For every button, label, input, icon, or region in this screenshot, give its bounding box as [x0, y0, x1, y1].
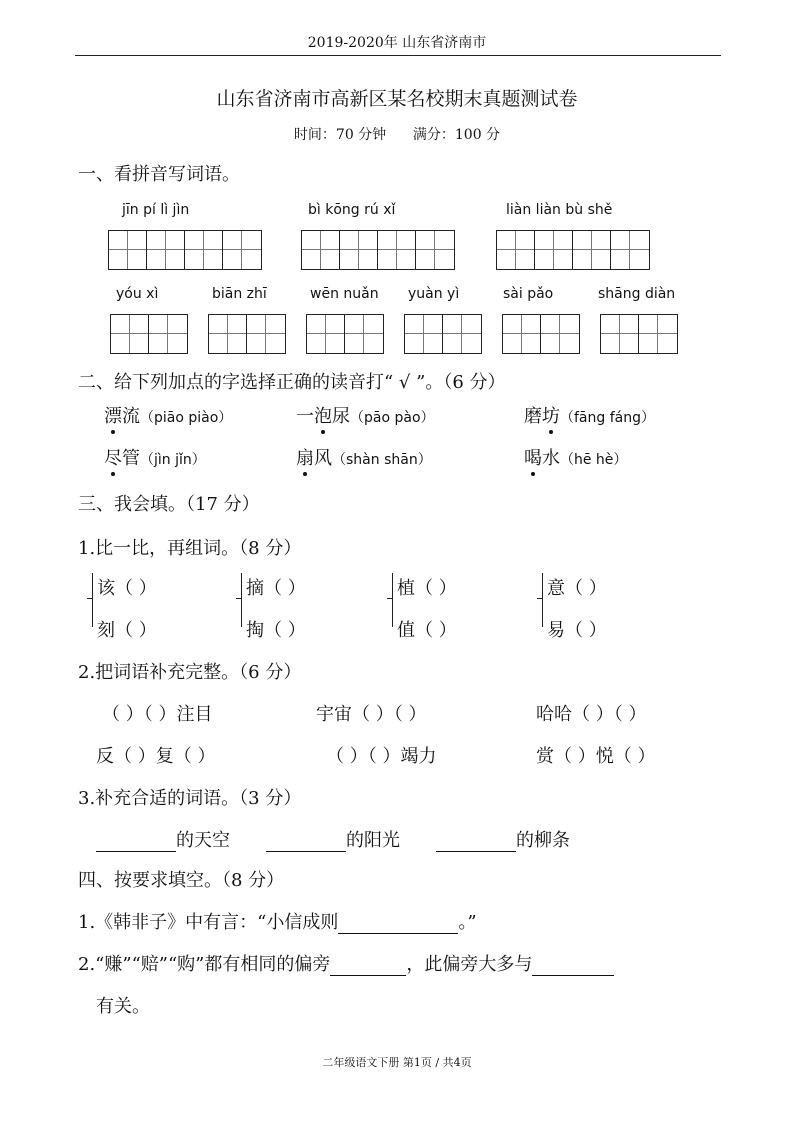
dotted-char: 坊 — [542, 402, 560, 428]
grid-cell[interactable] — [340, 231, 378, 269]
question-text: 2.“赚”“赔”“购”都有相同的偏旁 — [78, 954, 331, 975]
pinyin-options[interactable]: （hē hè） — [560, 452, 628, 468]
grid-cell[interactable] — [147, 231, 185, 269]
grid-cell[interactable] — [345, 315, 383, 353]
pinyin-options[interactable]: （fāng fáng） — [560, 410, 655, 426]
section1-heading: 一、看拼音写词语。 — [78, 164, 240, 185]
grid-cell[interactable] — [223, 231, 261, 269]
pinyin-options[interactable]: （shàn shān） — [332, 452, 432, 468]
pinyin-options[interactable]: （piāo piào） — [140, 410, 233, 426]
word-pair-bottom[interactable]: 刻（ ） — [97, 620, 157, 641]
grid-cell[interactable] — [541, 315, 579, 353]
word-pair-top[interactable]: 摘（ ） — [246, 578, 306, 599]
pinyin-label: biān zhī — [212, 286, 267, 302]
grid-cell[interactable] — [416, 231, 454, 269]
char-rest: 流 — [122, 406, 140, 427]
writing-grid[interactable] — [600, 314, 678, 354]
idiom-fill[interactable]: 赏（ ）悦（ ） — [536, 746, 656, 767]
reading-item — [104, 402, 232, 428]
fill-question — [78, 950, 614, 976]
phrase-text: 的柳条 — [516, 830, 570, 851]
dotted-char: 漂 — [104, 402, 122, 428]
idiom-fill[interactable]: 哈哈（ ）（ ） — [536, 704, 647, 725]
exam-score: 满分：100 分 — [412, 127, 501, 143]
grid-cell[interactable] — [503, 315, 541, 353]
phrase-fill — [96, 826, 230, 852]
grid-cell[interactable] — [149, 315, 187, 353]
pinyin-label: shāng diàn — [598, 286, 676, 302]
question-text: 。” — [458, 912, 477, 933]
word-pair-bottom[interactable]: 易（ ） — [547, 620, 607, 641]
grid-cell[interactable] — [497, 231, 535, 269]
question-text: 1.《韩非子》中有言：“小信成则 — [78, 912, 339, 933]
exam-time: 时间：70 分钟 — [293, 127, 387, 143]
answer-blank[interactable] — [436, 831, 516, 852]
word-pair-top[interactable]: 该（ ） — [97, 578, 157, 599]
dotted-char: 喝 — [524, 444, 542, 470]
grid-cell[interactable] — [209, 315, 247, 353]
fill-question — [78, 908, 477, 934]
answer-blank[interactable] — [266, 831, 346, 852]
answer-blank[interactable] — [338, 913, 458, 934]
char-pre: 磨 — [524, 406, 542, 427]
q3-heading: 3.补充合适的词语。（3 分） — [78, 788, 302, 809]
idiom-fill[interactable]: 反（ ）复（ ） — [96, 746, 216, 767]
char-pre: 一 — [296, 406, 314, 427]
writing-grid[interactable] — [108, 230, 262, 270]
q1-heading: 1.比一比，再组词。（8 分） — [78, 538, 302, 559]
question-text: 有关。 — [96, 996, 150, 1017]
idiom-fill[interactable]: （ ）（ ）注目 — [102, 704, 213, 725]
pinyin-label: sài pǎo — [503, 286, 554, 302]
grid-cell[interactable] — [573, 231, 611, 269]
pinyin-options[interactable]: （jìn jǐn） — [140, 452, 206, 468]
grid-cell[interactable] — [535, 231, 573, 269]
answer-blank[interactable] — [96, 831, 176, 852]
question-text: ，此偏旁大多与 — [406, 954, 533, 975]
page-header: 2019-2020年 山东省济南市 — [307, 35, 487, 51]
answer-blank[interactable] — [532, 955, 614, 976]
reading-item — [296, 444, 432, 470]
reading-item — [296, 402, 435, 428]
section2-heading: 二、给下列加点的字选择正确的读音打“ √ ”。（6 分） — [78, 372, 506, 393]
grid-cell[interactable] — [639, 315, 677, 353]
writing-grid[interactable] — [496, 230, 650, 270]
word-pair-top[interactable]: 植（ ） — [397, 578, 457, 599]
idiom-fill[interactable]: （ ）（ ）竭力 — [326, 746, 437, 767]
word-pair-bottom[interactable]: 掏（ ） — [246, 620, 306, 641]
writing-grid[interactable] — [301, 230, 455, 270]
grid-cell[interactable] — [378, 231, 416, 269]
grid-cell[interactable] — [307, 315, 345, 353]
phrase-fill — [266, 826, 400, 852]
grid-cell[interactable] — [247, 315, 285, 353]
header-divider — [75, 55, 721, 56]
grid-cell[interactable] — [302, 231, 340, 269]
pinyin-label: yóu xì — [116, 286, 159, 302]
grid-cell[interactable] — [185, 231, 223, 269]
reading-item — [524, 444, 627, 470]
char-rest: 管 — [122, 448, 140, 469]
pinyin-label: jīn pí lì jìn — [122, 202, 190, 218]
grid-cell[interactable] — [611, 231, 649, 269]
writing-grid[interactable] — [404, 314, 482, 354]
word-pair-bottom[interactable]: 值（ ） — [397, 620, 457, 641]
writing-grid[interactable] — [110, 314, 188, 354]
char-rest: 风 — [314, 448, 332, 469]
page-title: 山东省济南市高新区某名校期末真题测试卷 — [216, 88, 578, 110]
grid-cell[interactable] — [109, 231, 147, 269]
idiom-fill[interactable]: 宇宙（ ）（ ） — [316, 704, 427, 725]
section3-heading: 三、我会填。（17 分） — [78, 494, 260, 515]
grid-cell[interactable] — [601, 315, 639, 353]
q2-heading: 2.把词语补充完整。（6 分） — [78, 662, 302, 683]
phrase-text: 的阳光 — [346, 830, 400, 851]
section4-heading: 四、按要求填空。（8 分） — [78, 870, 285, 891]
pinyin-label: yuàn yì — [408, 286, 460, 302]
answer-blank[interactable] — [330, 955, 406, 976]
dotted-char: 泡 — [314, 402, 332, 428]
writing-grid[interactable] — [502, 314, 580, 354]
grid-cell[interactable] — [443, 315, 481, 353]
word-pair-top[interactable]: 意（ ） — [547, 578, 607, 599]
pinyin-options[interactable]: （pāo pào） — [350, 410, 435, 426]
grid-cell[interactable] — [111, 315, 149, 353]
pinyin-label: liàn liàn bù shě — [506, 202, 613, 218]
dotted-char: 扇 — [296, 444, 314, 470]
page-footer: 二年级语文下册 第1页 / 共4页 — [322, 1056, 472, 1069]
char-rest: 水 — [542, 448, 560, 469]
pinyin-label: bì kōng rú xǐ — [308, 202, 396, 218]
dotted-char: 尽 — [104, 444, 122, 470]
reading-item — [104, 444, 206, 470]
phrase-text: 的天空 — [176, 830, 230, 851]
exam-info — [0, 124, 794, 144]
writing-grid[interactable] — [208, 314, 286, 354]
reading-item — [524, 402, 655, 428]
grid-cell[interactable] — [405, 315, 443, 353]
phrase-fill — [436, 826, 570, 852]
char-rest: 尿 — [332, 406, 350, 427]
writing-grid[interactable] — [306, 314, 384, 354]
pinyin-label: wēn nuǎn — [310, 286, 379, 302]
